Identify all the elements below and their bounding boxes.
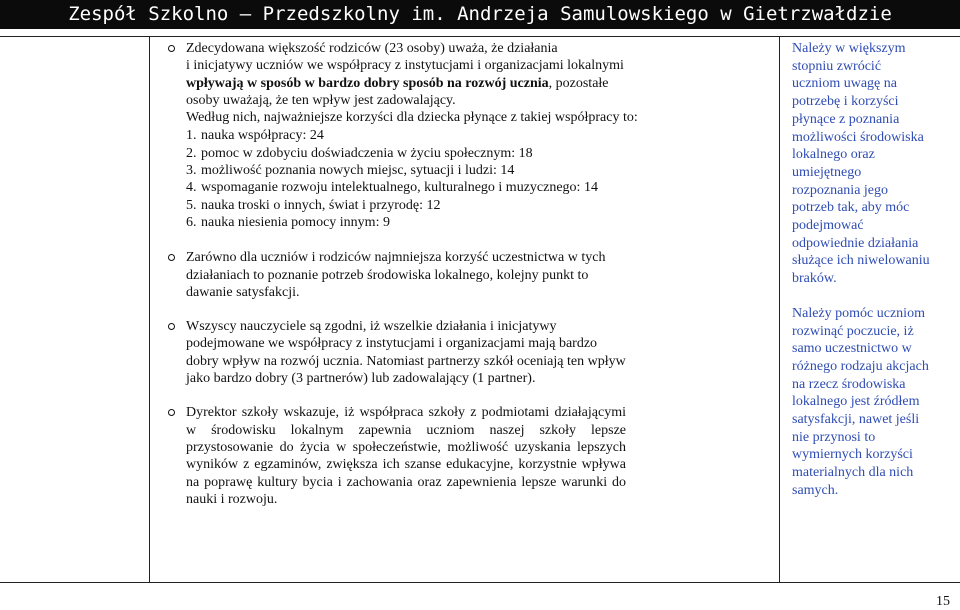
- finding-bullet-director: Dyrektor szkoły wskazuje, iż współpraca szkoły z podmiotami działającymi w środowisku lokalnym zapewnia uczniom naszej szkoły lepsze przystosowanie do życia w społeczeństwie, możliwość uzyskania lepszych wyników z egzaminów, zwiększa ich szanse edukacyjne, korzystnie wpływa na poprawę kultury bycia i zachowania oraz zapewnienia lepsze warunki do nauki i rozwoju.: [162, 404, 626, 508]
- bullet-icon: [168, 323, 175, 330]
- benefit-item: 2. pomoc w zdobyciu doświadczenia w życiu społecznym: 18: [186, 145, 533, 161]
- finding-bullet-teachers: Wszyscy nauczyciele są zgodni, iż wszelkie działania i inicjatywy podejmowane we współpracy z instytucjami i organizacjami mają bardzo dobry wpływ na rozwój ucznia. Natomiast partnerzy szkół oceniają ten wpływ jako bardzo dobry (3 partnerów) lub zadowalający (1 partner).: [162, 318, 626, 387]
- benefit-item: 6. nauka niesienia pomocy innym: 9: [186, 214, 390, 230]
- recommendation-text: Należy w większym stopniu zwrócić uczniom uwagę na potrzebę i korzyści płynące z poznania możliwości środowiska lokalnego oraz umiejętnego rozpoznania jego potrzeb tak, aby móc podejmować odpowiednie działania służące ich niwelowaniu braków.: [792, 41, 930, 287]
- benefit-item: 1. nauka współpracy: 24: [186, 128, 324, 144]
- benefit-item: 5. nauka troski o innych, świat i przyrodę: 12: [186, 197, 441, 213]
- findings-column: [162, 40, 780, 508]
- document-header-title: Zespół Szkolno – Przedszkolny im. Andrzeja Samulowskiego w Gietrzwałdzie: [68, 3, 892, 25]
- finding-bullet-parents: Zdecydowana większość rodziców (23 osoby) uważa, że działania i inicjatywy uczniów we współpracy z instytucjami i organizacjami lokalnymi wpływają w sposób w bardzo dobry sposób na rozwój ucznia, pozostałe osoby uważają, że ten wpływ jest zadowalający.: [162, 40, 780, 109]
- table-column-divider: [149, 36, 150, 583]
- benefit-item: 4. wspomaganie rozwoju intelektualnego, kulturalnego i muzycznego: 14: [186, 180, 598, 196]
- recommendations-column: [792, 40, 932, 500]
- benefit-item: 3. możliwość poznania nowych miejsc, sytuacji i ludzi: 14: [186, 163, 515, 179]
- recommendation-text: Należy pomóc uczniom rozwinąć poczucie, iż samo uczestnictwo w różnego rodzaju akcjach na rzecz środowiska lokalnego jest źródłem satysfakcji, nawet jeśli nie przynosi to wymiernych korzyści materialnych dla nich samych.: [792, 305, 929, 498]
- benefits-lead: Według nich, najważniejsze korzyści dla dziecka płynące z takiej współpracy to:: [186, 110, 638, 126]
- finding-bullet-least-benefit: Zarówno dla uczniów i rodziców najmniejsza korzyść uczestnictwa w tych działaniach to poznanie potrzeb środowiska lokalnego, kolejny punkt to dawanie satysfakcji.: [162, 249, 780, 301]
- benefits-list: [162, 127, 780, 231]
- page-number: 15: [936, 594, 950, 609]
- bullet-icon: [168, 254, 175, 261]
- document-header-banner: [0, 0, 960, 29]
- bold-phrase: wpływają w sposób w bardzo dobry sposób na rozwój ucznia: [186, 75, 549, 91]
- bullet-icon: [168, 409, 175, 416]
- bullet-icon: [168, 45, 175, 52]
